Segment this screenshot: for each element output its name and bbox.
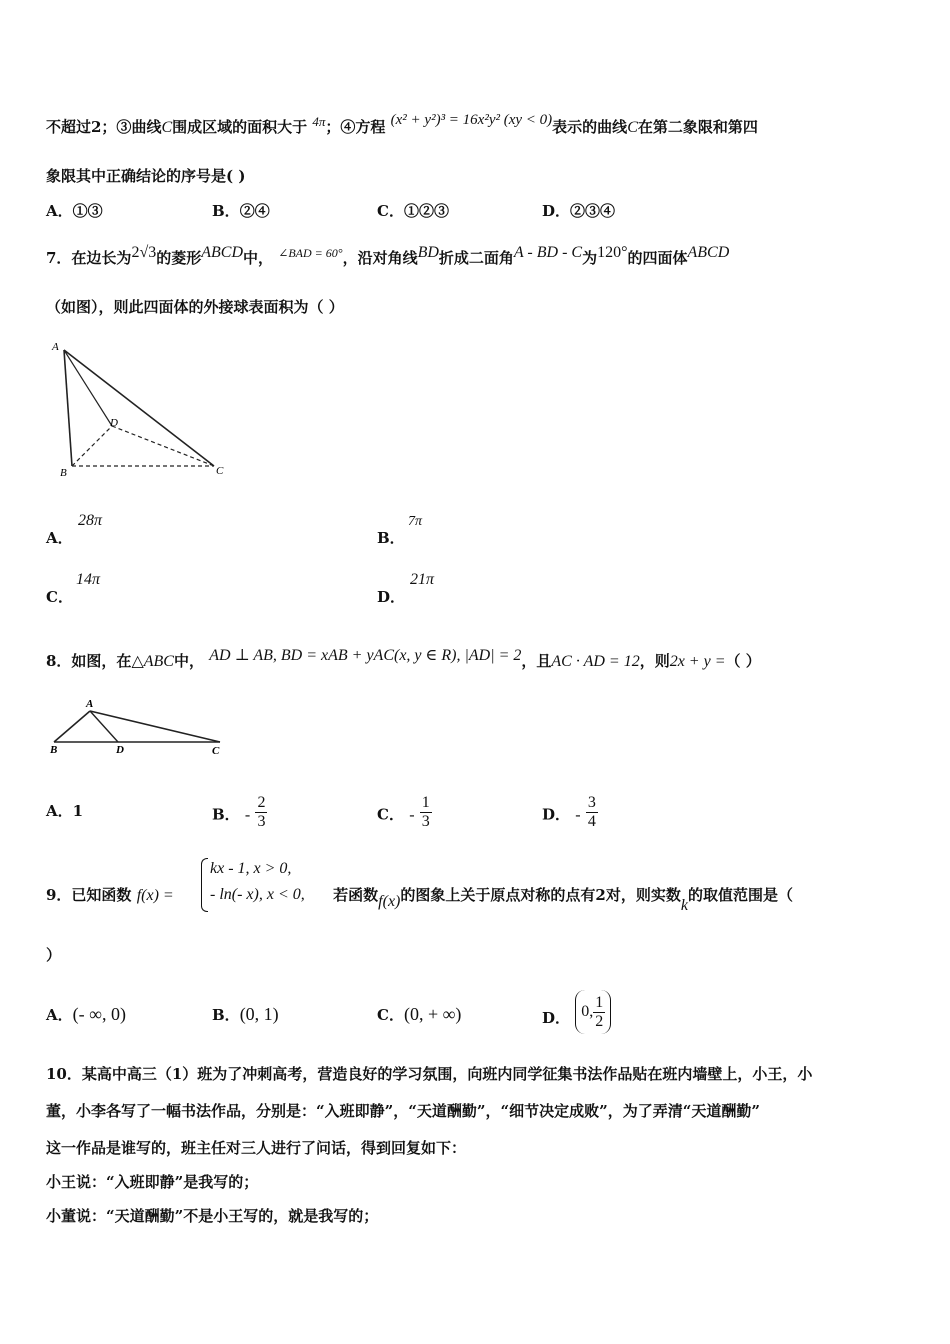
q6-text: 在第二象限和第四 [637,118,758,136]
q9-case2: - ln(- x), x < 0, [210,886,305,903]
q9-line1: 9．已知函数 f(x) = 若函数f(x)的图象上关于原点对称的点有2对，则实数k的取值范围是（ [46,886,793,914]
q7-label-b: B [60,467,67,479]
q8-option-b: B． - $\frac{2}{3}$ [212,794,266,830]
q8-option-c: C． - $\frac{1}{3}$ [377,794,430,830]
q8-line1: 8．如图，在△ABC中， AD ⊥ AB, BD = xAB + yAC(x, y ∈ R), |AD| = 2，且AC · AD = 12，则2x + y =（ ） [46,647,761,670]
q6-option-b: B．②④ [212,202,270,220]
q10-line4: 小王说：“入班即静”是我写的； [46,1173,259,1191]
q8-option-a: A．1 [46,802,84,820]
q7-option-b: B． [377,529,405,547]
q6-curve-c: C [627,119,638,136]
q6-option-d: D．②③④ [542,202,616,220]
q8-label-a: A [86,698,94,710]
q7-line2: （如图），则此四面体的外接球表面积为（ ） [46,298,344,316]
q7-option-b-value: 7π [408,514,423,529]
q7-label-d: D [110,417,118,429]
q6-equation: (x² + y²)³ = 16x²y² (xy < 0) [390,112,553,128]
q6-line1 [46,112,758,137]
q9-line2: ） [46,946,62,964]
q6-curve-c: C [161,119,173,136]
q6-text: 表示的曲线 [552,118,628,136]
q7-label-c: C [216,465,224,477]
q8-label-b: B [50,744,58,756]
q7-tetrahedron-figure [44,338,234,480]
q8-condition: AD ⊥ AB, BD = xAB + yAC(x, y ∈ R), |AD| = 2 [209,647,522,664]
q9-case1: kx - 1, x > 0, [210,860,292,877]
q10-line1: 10．某高中高三（1）班为了冲刺高考，营造良好的学习氛围，向班内同学征集书法作品贴在班内墙壁上，小王，小 [46,1065,813,1083]
q7-line1: 7．在边长为2√3的菱形ABCD中， $^{\angle BAD = 60^\circ}$，沿对角线BD折成二面角A - BD - C为120°的四面体ABCD [46,244,730,267]
q9-option-a: A．(- ∞, 0) [46,1004,126,1024]
q7-option-a: A． [46,529,73,547]
q7-option-d-value: 21π [410,571,435,588]
q10-line2: 董，小李各写了一幅书法作品，分别是：“入班即静”，“天道酬勤”，“细节决定成败”，为了弄清“天道酬勤” [46,1102,761,1120]
q6-text: 围成区域的面积大于 [172,118,308,136]
q9-option-c: C．(0, + ∞) [377,1004,462,1024]
q7-tetra: ABCD [687,244,730,261]
q6-option-a: A．①③ [46,202,103,220]
q7-option-c-value: 14π [76,571,101,588]
q10-line3: 这一作品是谁写的，班主任对三人进行了问话，得到回复如下： [46,1139,467,1157]
q9-option-b: B．(0, 1) [212,1004,279,1024]
q7-diag: BD [417,244,439,261]
q7-option-a-value: 28π [78,512,103,529]
q7-dihedral: A - BD - C [513,244,583,261]
q8-option-d: D． - $\frac{3}{4}$ [542,794,596,830]
q7-angle: ∠BAD = 60° [278,246,343,260]
q8-triangle-figure [44,695,234,759]
q9-k: k [680,897,688,914]
q7-option-c: C． [46,588,73,606]
q10-line5: 小董说：“天道酬勤”不是小王写的，就是我写的； [46,1207,379,1225]
q7-label-a: A [52,341,59,353]
q6-line2: 象限其中正确结论的序号是( ) [46,167,246,185]
q9-brace [201,858,208,912]
q8-dot-product: AC · AD = 12 [551,653,640,670]
q6-area-expr: 4π [312,114,326,129]
q8-expression: 2x + y = [669,653,726,670]
q8-label-d: D [116,744,124,756]
q6-text: 不超过2；③曲线 [46,118,162,136]
q9-function-ref: f(x) [378,893,401,910]
q7-side: 2√3 [131,244,157,261]
q6-option-c: C．①②③ [377,202,449,220]
q6-text: ；④方程 [325,118,386,136]
q7-shape: ABCD [201,244,244,261]
q8-label-c: C [212,745,220,757]
q7-option-d: D． [377,588,406,606]
q7-degree: 120° [597,244,628,261]
q9-option-d: D． 0, $\frac{1}{2}$ [542,1004,611,1034]
q9-function: f(x) = [136,887,174,904]
q8-triangle: △ABC [131,653,174,670]
